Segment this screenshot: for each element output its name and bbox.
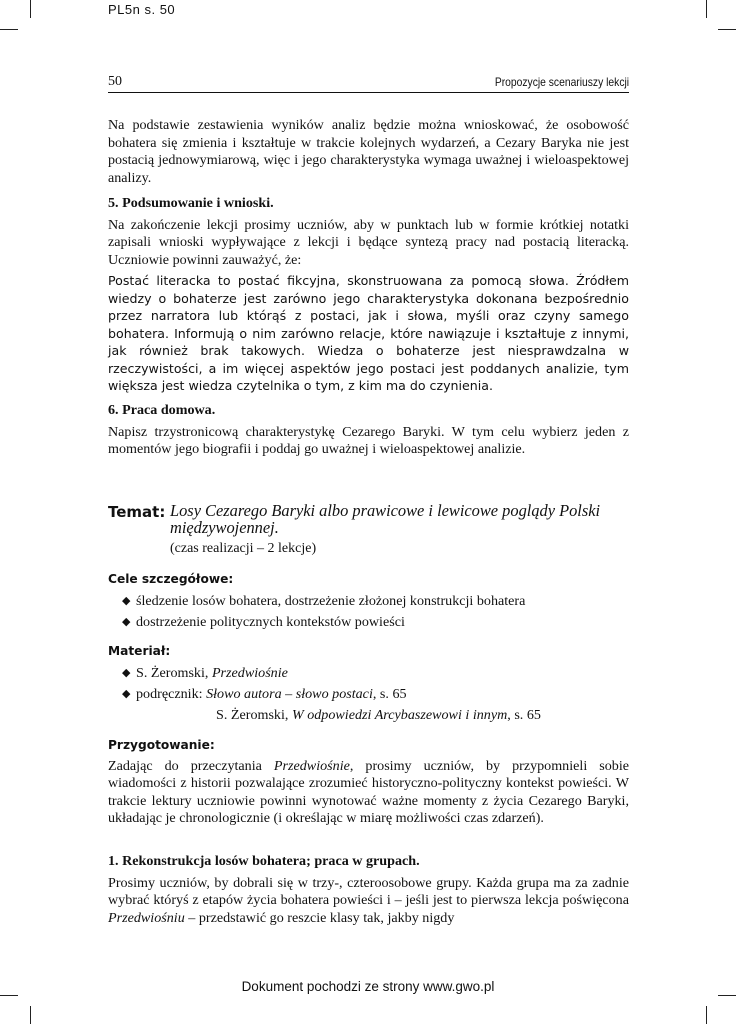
topic-label: Temat: [108,503,166,521]
section-6 [108,402,629,459]
list-item: ◆ śledzenie losów bohatera, dostrzeżenie złożonej konstrukcji bohatera [122,592,526,609]
crop-mark [30,0,31,18]
print-slug: PL5n s. 50 [108,2,176,17]
intro-block [108,117,629,187]
material-heading: Materiał: [108,644,171,658]
section-1-text: Prosimy uczniów, by dobrali się w trzy-, czteroosobowe grupy. Każda grupa ma za zadnie wybrać któryś z etapów życia bohatera powieści i – jeśli jest to pierwsza lekcja poświęcona Przedwiośniu – przedstawić go reszcie klasy tak, jakby nigdy [108,874,629,926]
crop-mark [30,1006,31,1024]
section-6-text: Napisz trzystronicową charakterystykę Cezarego Baryki. W tym celu wybierz jeden z momentów jego biografii i poddaj go uważnej i wieloaspektowej analizie. [108,423,629,457]
crop-mark [706,0,707,18]
list-item: ◆ dostrzeżenie politycznych kontekstów powieści [122,614,405,630]
cele-heading: Cele szczegółowe: [108,572,234,586]
bullet-icon: ◆ [122,594,131,607]
section-5-note: Postać literacka to postać fikcyjna, skonstruowana za pomocą słowa. Źródłem wiedzy o bohaterze jest zarówno jego charakterystyka dokonana bezpośrednio przez narratora lub którąś z postaci, jak i słowa, myśli oraz czyny samego bohatera. Informują o nim zarówno relacje, które nawiązuje i kształtuje z innymi, jak również brak takowych. Wiedza o bohaterze jest niesprawdzalna w rzeczywistości, a im więcej aspektów jego postaci jest poddanych analizie, tym większa jest wiedza czytelnika o tym, z kim ma do czynienia. [108,273,629,393]
crop-mark [718,995,736,996]
topic-title: Losy Cezarego Baryki albo prawicowe i lewicowe poglądy Polski międzywojennej. [170,501,601,537]
running-title: Propozycje scenariuszy lekcji [494,75,629,89]
crop-mark [706,1006,707,1024]
list-item: S. Żeromski, W odpowiedzi Arcybaszewowi i innym, s. 65 [216,706,541,723]
intro-paragraph: Na podstawie zestawienia wyników analiz będzie można wnioskować, że osobowość bohatera się zmienia i kształtuje w trakcie kolejnych wydarzeń, a Cezary Baryka nie jest postacią jednowymiarową, więc i jego charakterystyka wymaga uważnej i wieloaspektowej analizy. [108,117,629,186]
section-5 [108,195,629,395]
przygotowanie-section [108,737,629,828]
cele-section [108,571,629,632]
section-5-heading: 5. Podsumowanie i wnioski. [108,195,274,211]
list-item: ◆ podręcznik: Słowo autora – słowo postaci, s. 65 [122,686,407,702]
page-footer: Dokument pochodzi ze strony www.gwo.pl [241,979,495,994]
bullet-icon: ◆ [122,666,131,679]
przygotowanie-heading: Przygotowanie: [108,738,215,752]
material-section [108,643,629,724]
list-item: ◆ S. Żeromski, Przedwiośnie [122,664,288,681]
bullet-icon: ◆ [122,616,131,628]
page-number: 50 [108,74,122,89]
section-5-text: Na zakończenie lekcji prosimy uczniów, aby w punktach lub w formie krótkiej notatki zapisali wnioski wypływające z lekcji i będące syntezą pracy nad postacią literacką. Uczniowie powinni zauważyć, że: [108,216,629,268]
crop-mark [0,29,18,30]
crop-mark [718,29,736,30]
page-header [108,72,629,93]
crop-mark [0,995,18,996]
przygotowanie-text: Zadając do przeczytania Przedwiośnie, prosimy uczniów, by przypomnieli sobie wiadomości z historii pozwalające zrozumieć historyczno-polityczny kontekst powieści. W trakcie lektury uczniowie powinni wynotować ważne momenty z życia Cezarego Baryki, układając je chronologicznie (i określając w miarę możliwości czas zdarzeń). [108,757,629,826]
section-1-heading: 1. Rekonstrukcja losów bohatera; praca w grupach. [108,853,420,869]
section-1 [108,853,629,927]
topic-time: (czas realizacji – 2 lekcje) [170,541,317,556]
bullet-icon: ◆ [122,688,131,700]
section-6-heading: 6. Praca domowa. [108,402,216,418]
